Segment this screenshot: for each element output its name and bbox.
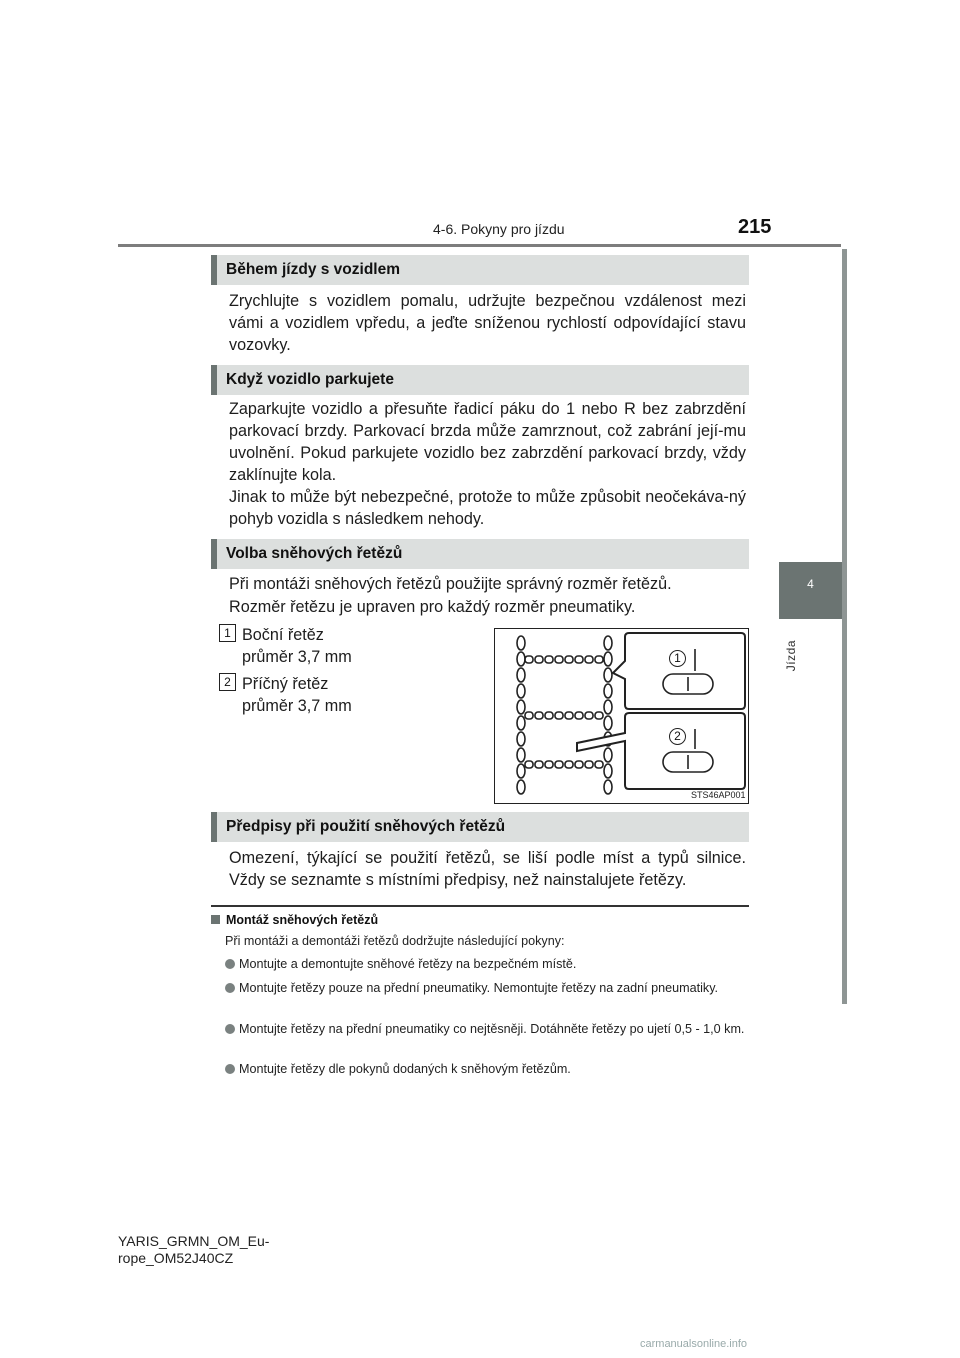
right-side-chain-icon: [604, 636, 612, 794]
header-rule: [118, 244, 841, 247]
snow-chain-illustration: [495, 629, 748, 803]
page-number: 215: [738, 216, 772, 238]
chapter-label: Jízda: [784, 640, 798, 672]
subsection-title: [211, 913, 378, 927]
item-badge-2: 2: [219, 673, 236, 691]
item-spec-cross-chain: průměr 3,7 mm: [242, 697, 352, 715]
section-heading-driving: Během jízdy s vozidlem: [211, 255, 749, 285]
section-heading-parking: Když vozidlo parkujete: [211, 365, 749, 395]
section-heading-regulations: Předpisy při použití sněhových řetězů: [211, 812, 749, 842]
snow-chain-figure: [494, 628, 749, 804]
list-item: Montujte řetězy dle pokynů dodaných k sněhovým řetězům.: [225, 1061, 749, 1078]
subsection-rule: [211, 905, 749, 907]
section-heading-chain-choice: Volba sněhových řetězů: [211, 539, 749, 569]
bullet-dot-icon: [225, 959, 235, 969]
list-item: Montujte řetězy na přední pneumatiky co nejtěsněji. Dotáhněte řetězy po ujetí 0,5 - 1,0 km.: [225, 1021, 749, 1038]
item-spec-side-chain: průměr 3,7 mm: [242, 648, 352, 666]
document-code-line-1: YARIS_GRMN_OM_Eu-: [118, 1233, 270, 1249]
section-text-chain-choice-1: Při montáži sněhových řetězů použijte správný rozměr řetězů.: [229, 575, 672, 593]
figure-code: STS46AP001: [691, 790, 746, 800]
section-text-chain-choice-2: Rozměr řetězu je upraven pro každý rozměr pneumatiky.: [229, 598, 636, 616]
document-code-line-2: rope_OM52J40CZ: [118, 1250, 234, 1266]
figure-callout-1: 1: [669, 650, 686, 667]
bullet-dot-icon: [225, 983, 235, 993]
bullet-dot-icon: [225, 1064, 235, 1074]
document-code: [118, 1233, 269, 1267]
left-side-chain-icon: [517, 636, 525, 794]
cross-chain-icon: [525, 656, 603, 768]
subsection-title-text: Montáž sněhových řetězů: [226, 913, 379, 927]
subsection-intro: Při montáži a demontáži řetězů dodržujte následující pokyny:: [225, 934, 565, 948]
section-text-driving: Zrychlujte s vozidlem pomalu, udržujte bezpečnou vzdálenost mezi vámi a vozidlem vpředu, a jeďte sníženou rychlostí odpovídající stavu vozovky.: [229, 292, 746, 354]
list-item: Montujte řetězy pouze na přední pneumatiky. Nemontujte řetězy na zadní pneumatiky.: [225, 980, 749, 997]
list-item: Montujte a demontujte sněhové řetězy na bezpečném místě.: [225, 956, 749, 973]
running-header-section: 4-6. Pokyny pro jízdu: [433, 221, 565, 237]
item-badge-1: 1: [219, 624, 236, 642]
section-text-parking-1: Zaparkujte vozidlo a přesuňte řadicí páku do 1 nebo R bez zabrzdění parkovací brzdy. Parkovací brzda může zamrznout, což zabrání její-mu uvolnění. Pokud parkujete vozidlo bez zabrzdění parkovací brzdy, vždy zaklínujte kola.: [229, 400, 746, 484]
watermark: carmanualsonline.info: [640, 1338, 748, 1350]
chapter-side-bar: [842, 249, 847, 1004]
section-text-regulations: Omezení, týkající se použití řetězů, se liší podle míst a typů silnice. Vždy se seznamte s místními předpisy, než nainstalujete řetězy.: [229, 849, 746, 889]
item-name-cross-chain: Příčný řetěz: [242, 675, 329, 693]
chapter-number: 4: [807, 577, 814, 591]
item-name-side-chain: Boční řetěz: [242, 626, 324, 644]
square-bullet-icon: [211, 915, 220, 924]
bullet-dot-icon: [225, 1024, 235, 1034]
figure-callout-2: 2: [669, 728, 686, 745]
section-text-parking-2: Jinak to může být nebezpečné, protože to může způsobit neočekáva-ný pohyb vozidla s následkem nehody.: [229, 488, 746, 528]
